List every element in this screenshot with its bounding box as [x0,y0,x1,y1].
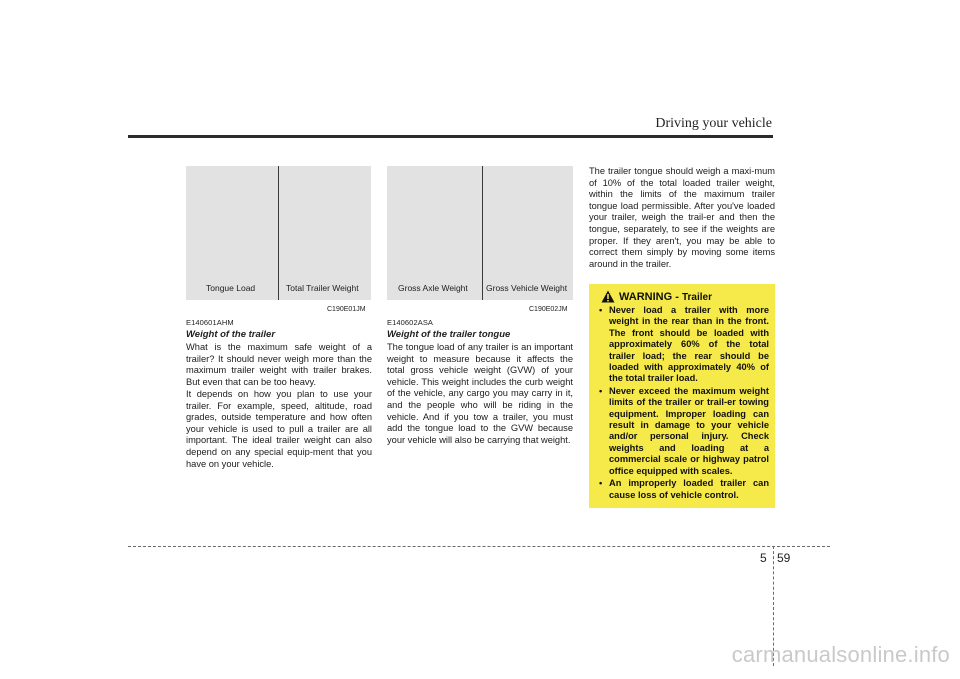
header-rule [128,135,773,138]
section-heading: Weight of the trailer [186,329,276,340]
warning-triangle-icon [601,290,615,303]
warning-item: • Never exceed the maximum weight limits of the trailer or trail-er towing equipment. Improper loading can result in damage to your vehicle and/or personal injury. Check weights and loading at a commercial scale or highway patrol office equipped with scales. [599,385,769,476]
warning-header [601,290,769,303]
figure-label-gross-vehicle-weight: Gross Vehicle Weight [486,283,568,293]
figure-code: C190E01JM [327,306,366,313]
warning-list [599,305,769,501]
figure-divider [482,166,483,300]
chapter-number: 5 [760,551,767,565]
section-code: E140602ASA [387,318,434,327]
footer-rule [128,546,830,547]
section-title: Driving your vehicle [655,116,772,131]
figure-label-tongue-load: Tongue Load [206,283,256,293]
figure-divider [278,166,279,300]
page-number: 59 [777,551,791,565]
figure-trailer-weight [186,166,371,300]
body-paragraph: The tongue load of any trailer is an important weight to measure because it affects the total gross vehicle weight (GVW) of your vehicle. This weight includes the curb weight of the vehicle, any cargo you may carry in it, and the people who will be riding in the vehicle. And if you tow a trailer, you must add the tongue load to the GVW because your vehicle will also be carrying that weight. [387,342,573,445]
warning-box [589,284,775,508]
figure-code: C190E02JM [529,306,568,313]
figure-label-total-trailer-weight: Total Trailer Weight [286,283,359,293]
section-heading: Weight of the trailer tongue [387,329,511,340]
warning-title: WARNING - Trailer [619,290,712,303]
body-paragraph: It depends on how you plan to use your trailer. For example, speed, altitude, road grades, outside temperature and how often your vehicle is used to pull a trailer are all important. The ideal trailer weight can also depend on any special equip-ment that you have on your vehicle. [186,389,372,469]
body-paragraph: The trailer tongue should weigh a maxi-mum of 10% of the total loaded trailer weight, within the limits of the maximum trailer tongue load permissible. After you've loaded your trailer, weigh the trail-er and then the tongue, separately, to see if the weights are proper. If they aren't, you may be able to correct them simply by moving some items around in the trailer. [589,166,775,269]
body-paragraph: What is the maximum safe weight of a trailer? It should never weigh more than the maximum trailer weight with trailer brakes. But even that can be too heavy. [186,342,372,387]
warning-item: • An improperly loaded trailer can cause loss of vehicle control. [599,478,769,500]
watermark[interactable]: carmanualsonline.info [731,642,950,667]
section-code: E140601AHM [186,318,234,327]
figure-vehicle-weight [387,166,573,300]
figure-label-gross-axle-weight: Gross Axle Weight [398,283,468,293]
warning-item: • Never load a trailer with more weight in the rear than in the front. The front should be loaded with approximately 60% of the total trailer load; the rear should be loaded with approximately 40% of the total trailer load. [599,305,769,384]
